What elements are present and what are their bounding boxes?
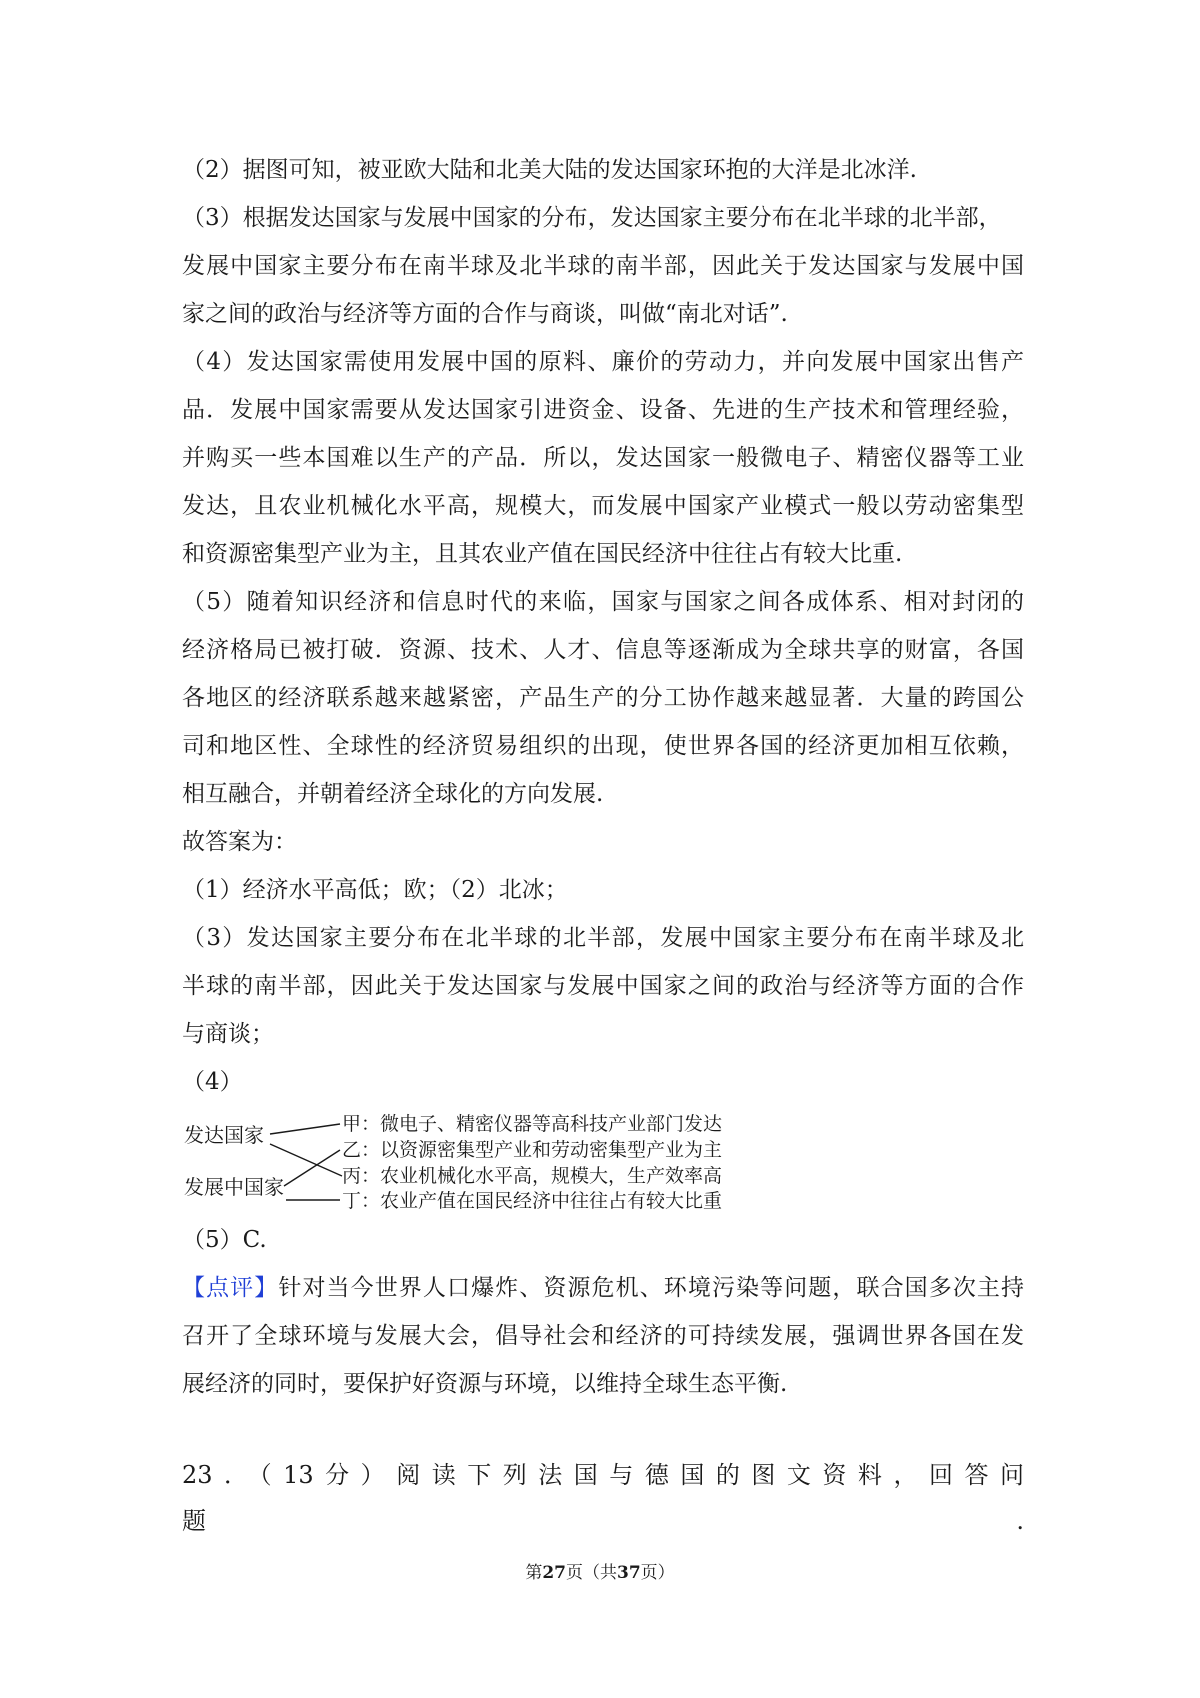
diagram-item: 丙：农业机械化水平高，规模大，生产效率高	[342, 1165, 723, 1187]
question-23-line: 23．（13分）阅读下列法国与德国的图文资料，回答问	[182, 1461, 1024, 1489]
developing-country-label: 发展中国家	[184, 1175, 284, 1199]
developed-country-label: 发达国家	[184, 1123, 264, 1147]
text-line: 故答案为：	[182, 829, 297, 855]
text-line: 与商谈；	[182, 1021, 274, 1047]
comment-text: 针对当今世界人口爆炸、资源危机、环境污染等问题，联合国多次主持	[278, 1275, 1025, 1301]
total-pages: 37	[617, 1563, 641, 1583]
comment-line: 展经济的同时，要保护好资源与环境，以维持全球生态平衡.	[182, 1371, 788, 1397]
question-23	[182, 1452, 1024, 1544]
matching-diagram-svg	[182, 1108, 782, 1216]
text-line: 发达，且农业机械化水平高，规模大，而发展中国家产业模式一般以劳动密集型	[182, 493, 1024, 519]
footer-text: 页（共	[566, 1563, 617, 1583]
page-footer	[0, 1558, 1200, 1583]
text-line: 经济格局已被打破．资源、技术、人才、信息等逐渐成为全球共享的财富，各国	[182, 637, 1024, 663]
answer-5: （5）C.	[182, 1227, 267, 1253]
text-line: 半球的南半部，因此关于发达国家与发展中国家之间的政治与经济等方面的合作	[182, 973, 1024, 999]
text-line: （5）随着知识经济和信息时代的来临，国家与国家之间各成体系、相对封闭的	[182, 589, 1024, 615]
question-23-period: .	[1016, 1507, 1024, 1535]
answer-content	[182, 146, 1024, 1408]
footer-text: 第	[525, 1563, 543, 1583]
text-line: 家之间的政治与经济等方面的合作与商谈，叫做“南北对话”.	[182, 301, 788, 327]
diagram-item: 丁：农业产值在国民经济中往往占有较大比重	[342, 1190, 723, 1212]
text-line: 品．发展中国家需要从发达国家引进资金、设备、先进的生产技术和管理经验，	[182, 397, 1024, 423]
link-line	[284, 1150, 340, 1186]
question-23-continuation: 题	[182, 1507, 206, 1535]
text-line: 并购买一些本国难以生产的产品．所以，发达国家一般微电子、精密仪器等工业	[182, 445, 1024, 471]
text-line: （4）	[182, 1069, 243, 1095]
text-line: 和资源密集型产业为主，且其农业产值在国民经济中往往占有较大比重.	[182, 541, 903, 567]
text-line: （1）经济水平高低；欧；（2）北冰；	[182, 877, 568, 903]
text-line: 相互融合，并朝着经济全球化的方向发展.	[182, 781, 604, 807]
text-line: （3）根据发达国家与发展中国家的分布，发达国家主要分布在北半球的北半部，	[182, 205, 1002, 231]
diagram-item: 甲：微电子、精密仪器等高科技产业部门发达	[342, 1113, 723, 1135]
comment-line	[182, 1264, 1024, 1312]
text-line: （3）发达国家主要分布在北半球的北半部，发展中国家主要分布在南半球及北	[182, 925, 1024, 951]
link-line	[270, 1124, 340, 1134]
page-number: 27	[542, 1563, 566, 1583]
text-line: （2）据图可知，被亚欧大陆和北美大陆的发达国家环抱的大洋是北冰洋.	[182, 157, 917, 183]
comment-tag: 【点评】	[182, 1275, 279, 1301]
text-line: 发展中国家主要分布在南半球及北半球的南半部，因此关于发达国家与发展中国	[182, 253, 1024, 279]
footer-text: 页）	[640, 1563, 675, 1583]
matching-diagram	[182, 1108, 1024, 1216]
text-line: 司和地区性、全球性的经济贸易组织的出现，使世界各国的经济更加相互依赖，	[182, 733, 1024, 759]
question-23-line	[182, 1498, 1024, 1544]
text-line: （4）发达国家需使用发展中国的原料、廉价的劳动力，并向发展中国家出售产	[182, 349, 1024, 375]
text-line: 各地区的经济联系越来越紧密，产品生产的分工协作越来越显著．大量的跨国公	[182, 685, 1024, 711]
comment-line: 召开了全球环境与发展大会，倡导社会和经济的可持续发展，强调世界各国在发	[182, 1323, 1024, 1349]
diagram-item: 乙：以资源密集型产业和劳动密集型产业为主	[342, 1139, 723, 1161]
